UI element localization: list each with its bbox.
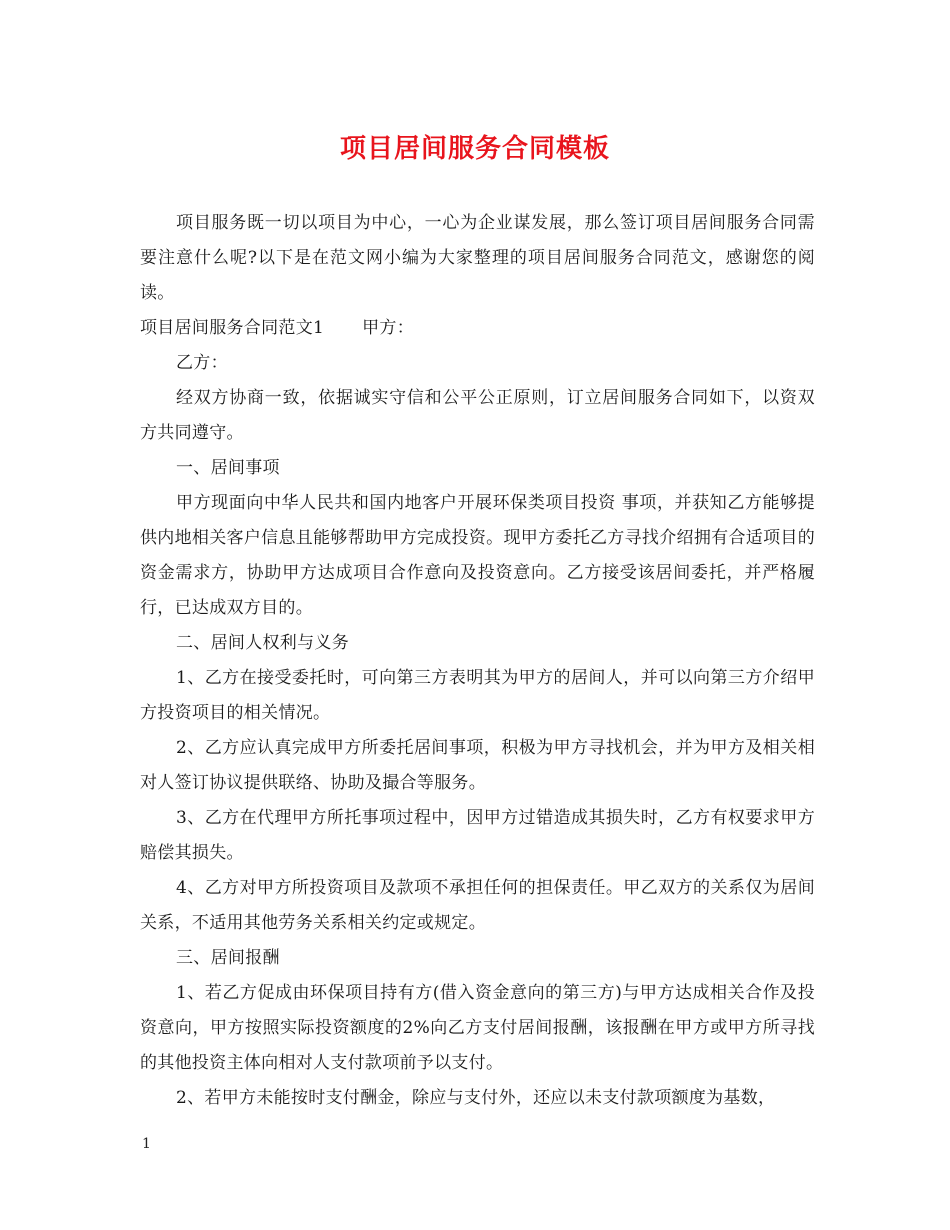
document-title: 项目居间服务合同模板 xyxy=(339,134,610,164)
section-3-title: 三、居间报酬 xyxy=(176,948,280,968)
section-3-item-2: 2、若甲方未能按时支付酬金，除应与支付外，还应以未支付款项额度为基数， xyxy=(176,1088,776,1108)
document-body xyxy=(140,206,815,1116)
section-2-item-3: 3、乙方在代理甲方所托事项过程中，因甲方过错造成其损失时，乙方有权要求甲方赔偿其损失。 xyxy=(140,808,815,863)
section-1-paragraph: 甲方现面向中华人民共和国内地客户开展环保类项目投资 事项，并获知乙方能够提供内地相关客户信息且能够帮助甲方完成投资。现甲方委托乙方寻找介绍拥有合适项目的资金需求方，协助甲方达成项目合作意向及投资意向。乙方接受该居间委托，并严格履行，已达成双方目的。 xyxy=(140,493,815,618)
section-2-item-4: 4、乙方对甲方所投资项目及款项不承担任何的担保责任。甲乙双方的关系仅为居间关系，不适用其他劳务关系相关约定或规定。 xyxy=(140,878,815,933)
section-3-item-1: 1、若乙方促成由环保项目持有方(借入资金意向的第三方)与甲方达成相关合作及投资意向，甲方按照实际投资额度的2%向乙方支付居间报酬，该报酬在甲方或甲方所寻找的其他投资主体向相对人支付款项前予以支付。 xyxy=(140,983,815,1073)
preamble-paragraph: 经双方协商一致，依据诚实守信和公平公正原则，订立居间服务合同如下，以资双方共同遵守。 xyxy=(140,388,815,443)
section-1-title: 一、居间事项 xyxy=(176,458,280,478)
section-2-item-1: 1、乙方在接受委托时，可向第三方表明其为甲方的居间人，并可以向第三方介绍甲方投资项目的相关情况。 xyxy=(140,668,815,723)
party-a-label: 甲方： xyxy=(362,318,415,338)
party-b-label: 乙方： xyxy=(176,353,228,373)
intro-paragraph: 项目服务既一切以项目为中心，一心为企业谋发展，那么签订项目居间服务合同需要注意什么呢?以下是在范文网小编为大家整理的项目居间服务合同范文，感谢您的阅读。 xyxy=(140,213,815,303)
sample-heading: 项目居间服务合同范文1 xyxy=(140,318,325,338)
section-2-title: 二、居间人权利与义务 xyxy=(176,633,349,653)
section-2-item-2: 2、乙方应认真完成甲方所委托居间事项，积极为甲方寻找机会，并为甲方及相关相对人签订协议提供联络、协助及撮合等服务。 xyxy=(140,738,815,793)
sample-heading-line xyxy=(140,311,815,346)
page-number: 1 xyxy=(142,1136,151,1152)
